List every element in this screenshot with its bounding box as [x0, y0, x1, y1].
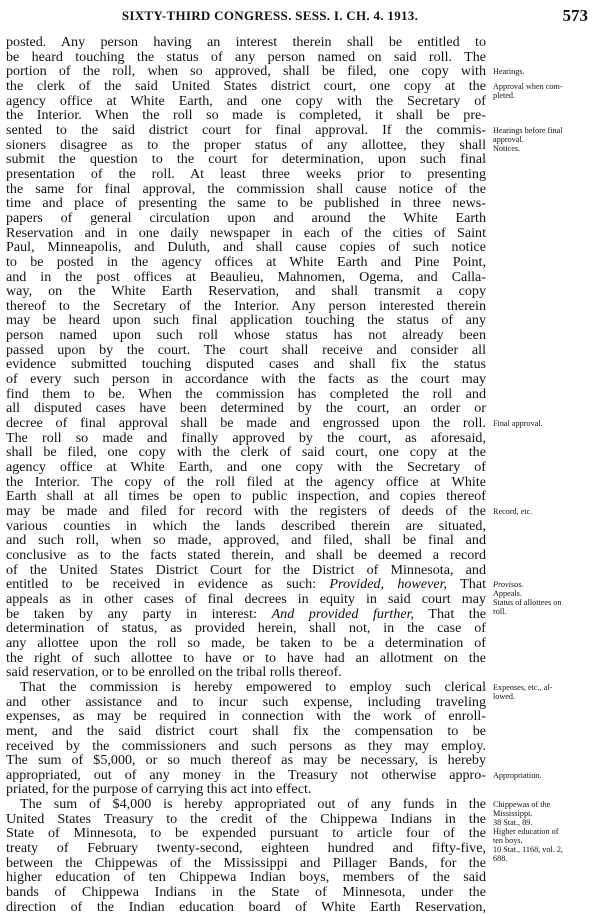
text-line: way, on the White Earth Reservation, and shall transmit a copy: [6, 284, 486, 299]
text-line: person named upon such roll whose status has not already been: [6, 328, 486, 343]
text-line: and in the post offices at Beaulieu, Mahnomen, Ogema, and Calla-: [6, 269, 486, 285]
text-line: presentation of the roll. At least three weeks prior to presenting: [6, 166, 486, 182]
running-header: [0, 6, 600, 26]
text-line: shall be filed, one copy with the clerk of said court, one copy at the: [6, 445, 486, 461]
margin-note: Chippewas of the Mississippi. 38 Stat., 89. Higher education of ten boys. 10 Stat., 1168, vol. 2, 688.: [493, 799, 563, 863]
margin-note: Provisos. Appeals. Status of allottees on roll.: [493, 580, 562, 617]
text-line: received by the commissioners and such persons as they may employ.: [6, 738, 486, 754]
page-number: 573: [562, 6, 588, 25]
margin-note: Hearings before final approval. Notices.: [493, 125, 563, 153]
body-text: [6, 35, 486, 914]
text-line: appeals as in other cases of final decrees in equity in said court may: [6, 591, 486, 607]
text-line: decree of final approval shall be made and engrossed upon the roll.: [6, 416, 486, 431]
text-line: said reservation, or to be enrolled on the tribal rolls thereof.: [6, 665, 342, 680]
text-line: various counties in which the lands described therein are situated,: [6, 518, 486, 534]
text-line: priated, for the purpose of carrying this act into effect.: [6, 782, 312, 798]
text-line: Reservation and in one daily newspaper in each of the cities of Saint: [6, 225, 486, 241]
text-line: ment, and the said district court shall fix the compensation to be: [6, 723, 486, 739]
text-line: passed upon by the court. The court shall receive and consider all: [6, 342, 486, 358]
text-line: higher education of ten Chippewa Indian boys, members of the said: [6, 870, 486, 886]
text-line: That the commission is hereby empowered to employ such clerical: [20, 679, 486, 695]
text-line: agency office at White Earth, and one copy with the Secretary of: [6, 460, 486, 475]
text-line: find them to be. When the commission has completed the roll and: [6, 386, 486, 402]
text-line: direction of the Indian education board of White Earth Reservation,: [6, 899, 486, 914]
margin-note: Record, etc.: [493, 506, 533, 516]
text-line: conclusive as to the facts stated therein, and shall be deemed a record: [6, 547, 486, 563]
text-line: United States Treasury to the credit of the Chippewa Indians in the: [6, 811, 486, 827]
text-line: thereof to the Secretary of the Interior. Any person interested therein: [6, 298, 486, 314]
text-line: be taken by any party in interest: And provided further, That the: [6, 606, 486, 622]
text-line: portion of the roll, when so approved, shall be filed, one copy with: [6, 64, 486, 79]
text-line: and other assistance and to incur such expense, including traveling: [6, 694, 486, 710]
text-line: Paul, Minneapolis, and Duluth, and shall cause copies of such notice: [6, 240, 486, 255]
text-line: sented to the said district court for final approval. If the commis-: [6, 122, 486, 138]
text-line: determination of status, as provided herein, shall not, in the case of: [6, 621, 486, 636]
text-line: The sum of $5,000, or so much thereof as may be necessary, is hereby: [6, 753, 486, 768]
text-line: of the United States District Court for the District of Minnesota, and: [6, 562, 486, 578]
text-line: may be made and filed for record with the registers of deeds of the: [6, 504, 486, 519]
text-line: State of Minnesota, to be expended pursuant to article four of the: [6, 826, 486, 842]
text-line: submit the question to the court for determination, upon such final: [6, 152, 486, 167]
text-line: time and place of presenting the same to be published in three news-: [6, 196, 486, 211]
text-line: the clerk of the said United States district court, one copy at the: [6, 78, 486, 94]
text-line: The sum of $4,000 is hereby appropriated out of any funds in the: [20, 797, 486, 812]
text-line: evidence submitted touching disputed cases and shall fix the status: [6, 357, 486, 373]
text-line: posted. Any person having an interest therein shall be entitled to: [6, 35, 486, 50]
margin-note: Hearings.: [493, 67, 525, 77]
text-line: entitled to be received in evidence as such: Provided, however, That: [6, 577, 486, 592]
margin-note: Expenses, etc., al- lowed.: [493, 682, 553, 701]
text-line: appropriated, out of any money in the Treasury not otherwise appro-: [6, 767, 486, 783]
text-line: The roll so made and finally approved by the court, as aforesaid,: [6, 430, 486, 446]
text-line: any allottee upon the roll so made, be taken to be a determination of: [6, 635, 486, 651]
text-line: may be heard upon such final application touching the status of any: [6, 313, 486, 329]
text-line: the same for final approval, the commission shall cause notice of the: [6, 181, 486, 197]
margin-note: Approval when com- pleted.: [493, 81, 563, 100]
text-line: between the Chippewas of the Mississippi and Pillager Bands, for the: [6, 855, 486, 871]
text-line: expenses, as may be required in connection with the work of enroll-: [6, 709, 486, 724]
text-line: the Interior. The copy of the roll filed at the agency office at White: [6, 474, 486, 490]
text-line: be heard touching the status of any person named on said roll. The: [6, 49, 486, 65]
text-line: to be posted in the agency offices at White Earth and Pine Point,: [6, 254, 486, 270]
text-line: of every such person in accordance with the facts as the court may: [6, 372, 486, 387]
text-line: agency office at White Earth, and one copy with the Secretary of: [6, 93, 486, 109]
margin-note: Appropriation.: [493, 770, 542, 780]
text-line: sioners disagree as to the proper status of any allottee, they shall: [6, 137, 486, 153]
text-line: papers of general circulation upon and around the White Earth: [6, 210, 486, 226]
text-line: and such roll, when so made, approved, and filed, shall be final and: [6, 533, 486, 548]
text-line: the right of such allottee to have or to have had an allotment on the: [6, 650, 486, 666]
text-line: all disputed cases have been determined by the court, an order or: [6, 401, 486, 417]
running-head-title: SIXTY-THIRD CONGRESS. SESS. I. CH. 4. 1913.: [121, 8, 419, 23]
text-line: Earth shall at all times be open to public inspection, and copies thereof: [6, 489, 486, 504]
text-line: the Interior. When the roll so made is completed, it shall be pre-: [6, 108, 486, 123]
margin-note: Final approval.: [493, 418, 543, 428]
text-line: treaty of February twenty-second, eighteen hundred and fifty-five,: [6, 841, 486, 856]
text-line: bands of Chippewa Indians in the State of Minnesota, under the: [6, 885, 486, 900]
